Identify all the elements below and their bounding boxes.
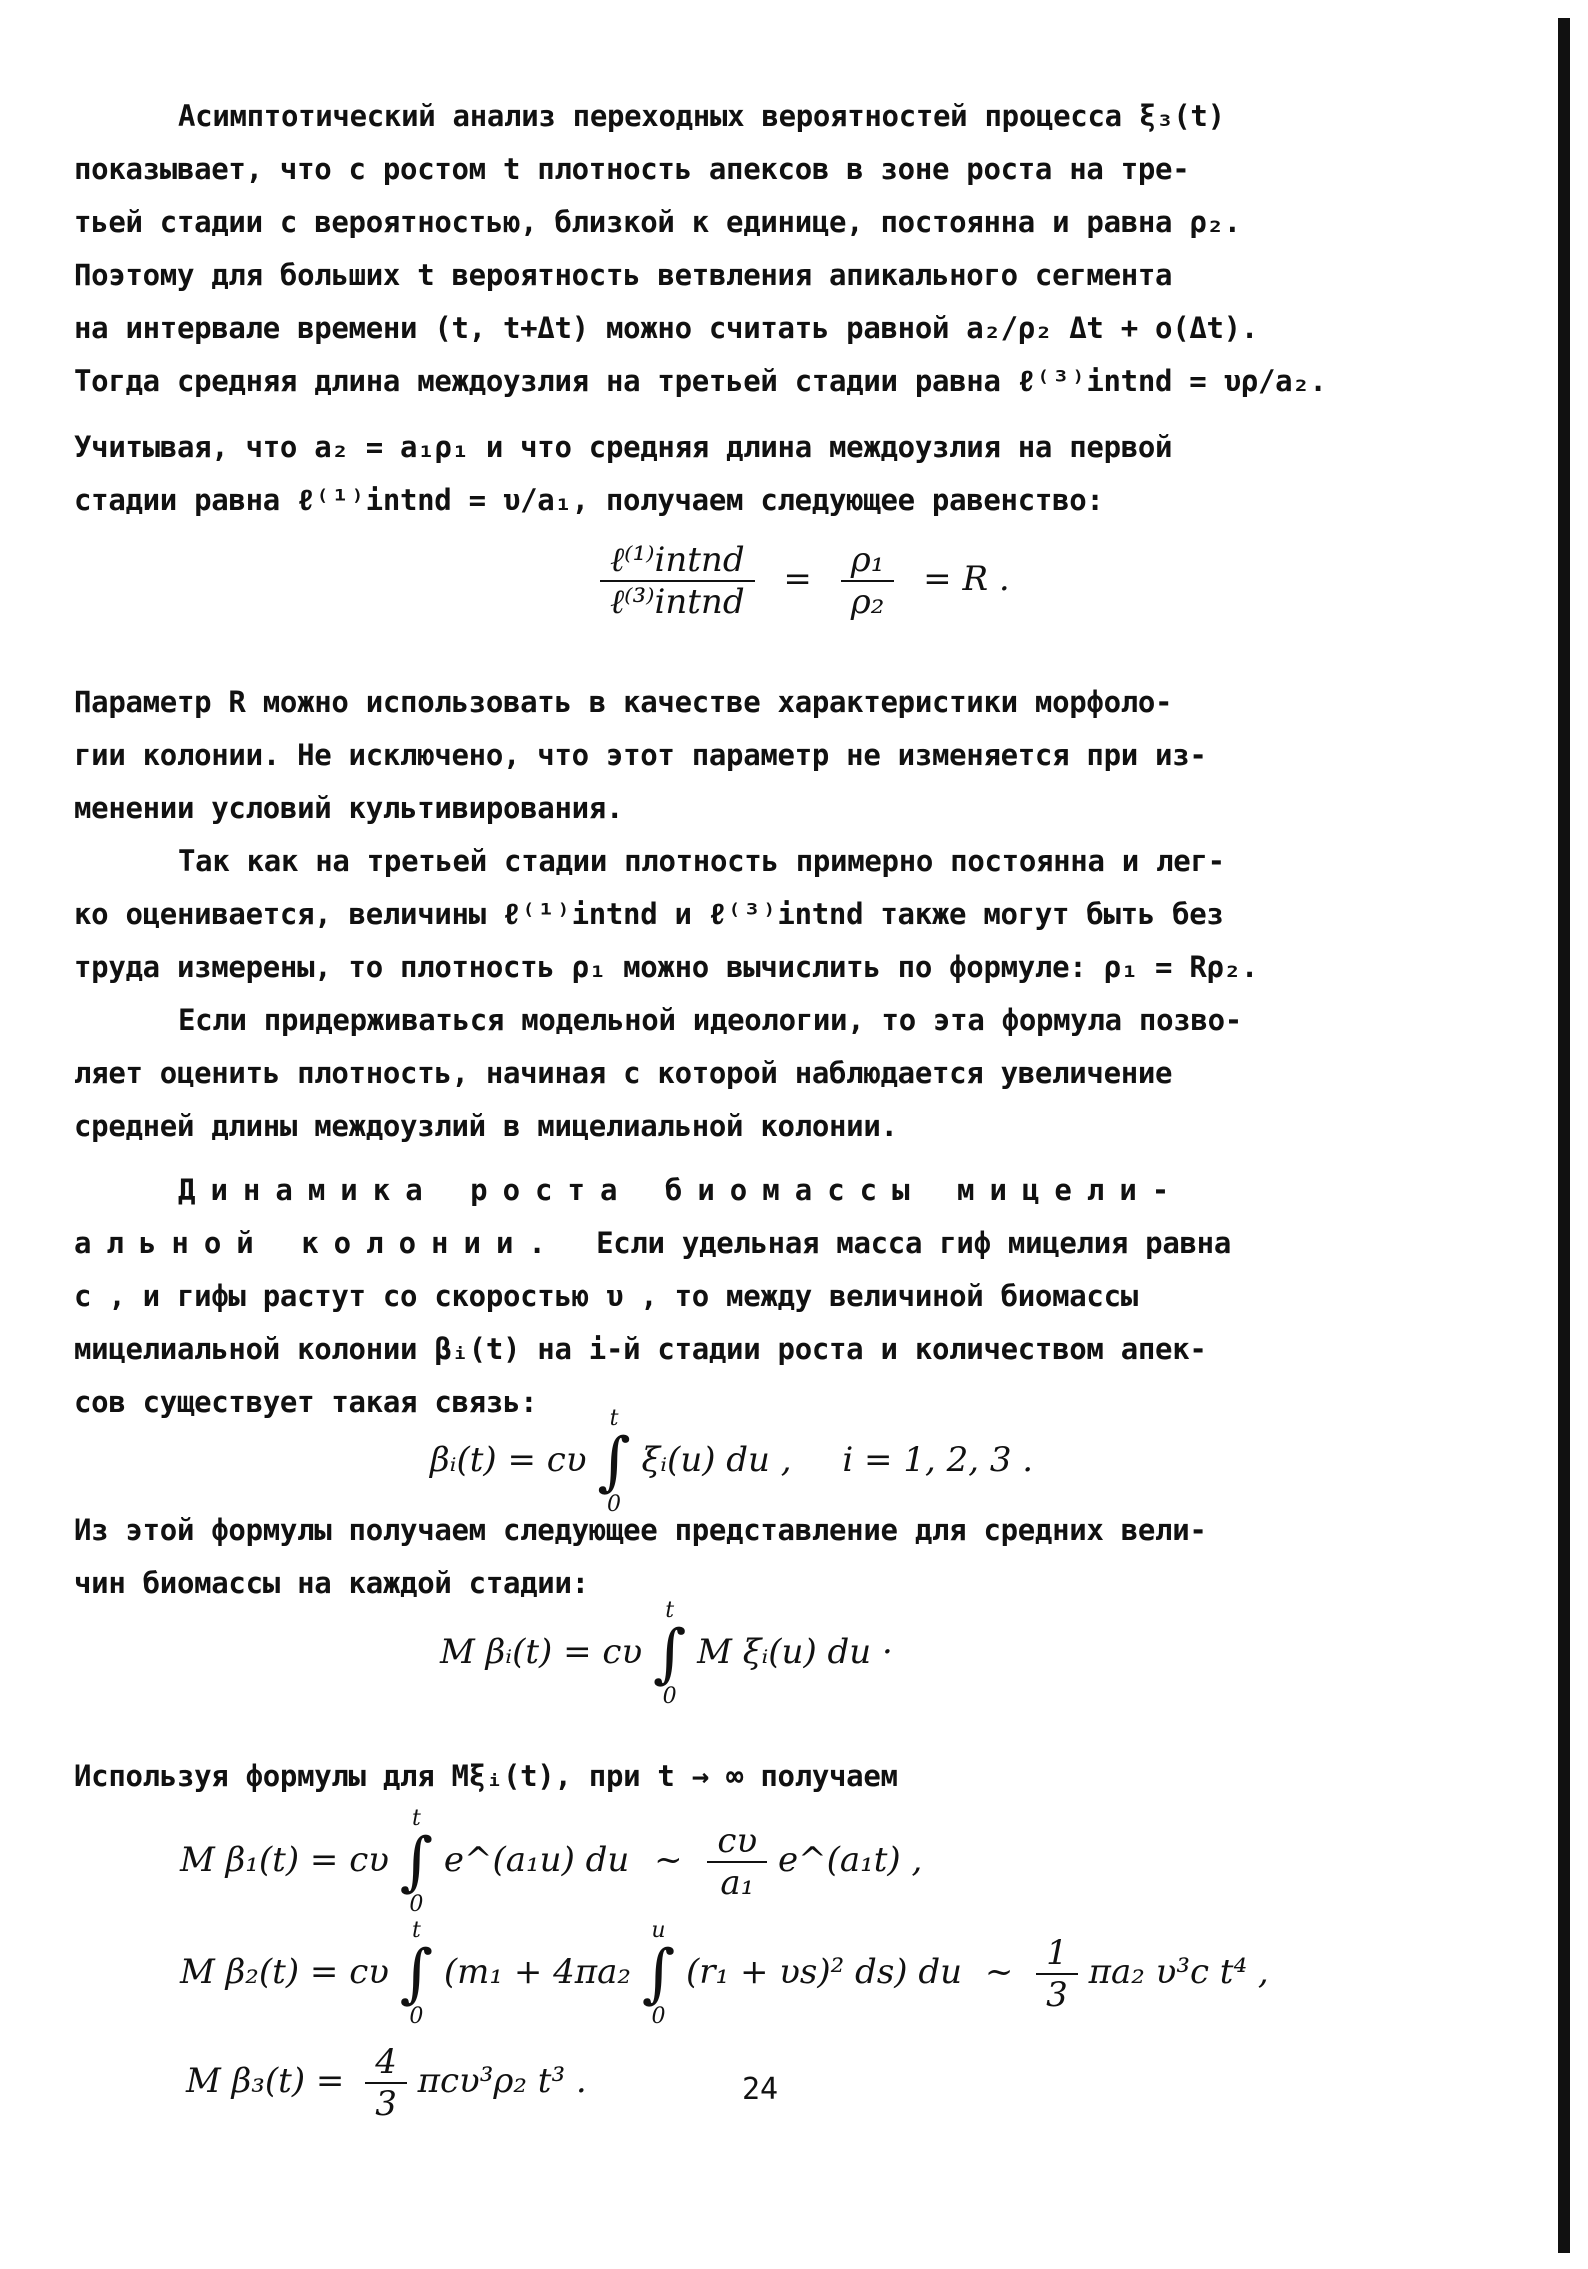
paragraph-line: Если придерживаться модельной идеологии, то эта формула позво-: [178, 1003, 1242, 1037]
integral-upper-limit: t: [665, 1598, 675, 1623]
integral-lower-limit: 0: [409, 2004, 424, 2029]
fraction-denominator: 3: [375, 2084, 397, 2124]
paragraph-line: стадии равна ℓ⁽¹⁾intnd = υ/a₁, получаем следующее равенство:: [74, 483, 1104, 517]
paragraph-line: Поэтому для больших t вероятность ветвления апикального сегмента: [74, 258, 1173, 292]
formula-tail: πa₂ υ³c t⁴ ,: [1088, 1952, 1269, 1992]
paragraph-line: [74, 1219, 1484, 1268]
page-edge-bar: [1558, 18, 1570, 2253]
paragraph-line: средней длины междоузлий в мицелиальной колонии.: [74, 1109, 898, 1143]
formula-lhs: βᵢ(t) = cυ: [430, 1440, 587, 1480]
fraction-denominator: ρ₂: [850, 582, 885, 622]
integral-inner: [642, 1920, 675, 2028]
fraction-numerator: ℓ⁽¹⁾intnd: [600, 540, 755, 582]
fraction-numerator: cυ: [707, 1821, 767, 1863]
integral-sign: ∫: [641, 1937, 676, 2011]
formula-rhs: M ξᵢ(u) du ·: [697, 1632, 893, 1672]
paragraph-line: Тогда средняя длина междоузлия на третьей стадии равна ℓ⁽³⁾intnd = υρ/a₂.: [74, 364, 1327, 398]
integral-sign: ∫: [597, 1425, 631, 1499]
formula-inner: (r₁ + υs)² ds) du: [685, 1952, 963, 1992]
formula-ratio: $\frac{\text{ℓ⁽¹⁾intnd}}{\text{ℓ⁽³⁾intnd}}$ = $\frac{\text{ρ₁}}{\text{ρ₂}}$ = R .: [600, 540, 1010, 622]
formula-lhs: M β₃(t) =: [186, 2061, 345, 2101]
paragraph-line: Асимптотический анализ переходных вероятностей процесса ξ₃(t): [178, 99, 1225, 133]
fraction-numerator: 1: [1036, 1933, 1078, 1975]
paragraph-line: Используя формулы для Mξᵢ(t), при t → ∞ получаем: [74, 1759, 898, 1793]
fraction: [1036, 1933, 1078, 2015]
page-number: 24: [742, 2072, 779, 2107]
formula-m3: [186, 2042, 587, 2124]
formula-beta: [430, 1408, 1033, 1516]
formula-m2: [180, 1920, 1269, 2028]
integral-sign: ∫: [399, 1825, 434, 1899]
section-heading-continued: альной колонии.: [74, 1226, 561, 1260]
fraction-denominator: ℓ⁽³⁾intnd: [610, 582, 745, 622]
paragraph-line: Так как на третьей стадии плотность примерно постоянна и лег-: [178, 844, 1225, 878]
paragraph-line: мицелиальной колонии βᵢ(t) на i-й стадии роста и количеством апек-: [74, 1332, 1207, 1366]
section-heading-line: [74, 1166, 1588, 1215]
fraction-denominator: 3: [1046, 1975, 1068, 2015]
paragraph-line: сов существует такая связь:: [74, 1385, 538, 1419]
formula-tail: πcυ³ρ₂ t³ .: [417, 2061, 587, 2101]
paragraph-line: на интервале времени (t, t+Δt) можно считать равной a₂/ρ₂ Δt + o(Δt).: [74, 311, 1259, 345]
integral-upper-limit: u: [651, 1918, 666, 1943]
formula-mid: (m₁ + 4πa₂: [443, 1952, 632, 1992]
integral-lower-limit: 0: [607, 1492, 621, 1517]
fraction: [600, 540, 755, 622]
paragraph-line: ляет оценить плотность, начиная с которой наблюдается увеличение: [74, 1056, 1173, 1090]
paragraph-line: показывает, что с ростом t плотность апексов в зоне роста на тре-: [74, 152, 1190, 186]
fraction-denominator: a₁: [720, 1863, 755, 1903]
integral-lower-limit: 0: [409, 1892, 424, 1917]
formula-mean: [440, 1600, 893, 1708]
formula-approx: ~: [984, 1952, 1014, 1992]
paragraph-text: Если удельная масса гиф мицелия равна: [596, 1226, 1231, 1260]
integral: [653, 1600, 686, 1708]
paragraph-line: Учитывая, что a₂ = a₁ρ₁ и что средняя длина междоузлия на первой: [74, 430, 1173, 464]
formula-lhs: M β₁(t) = cυ: [180, 1840, 389, 1880]
paragraph-line: чин биомассы на каждой стадии:: [74, 1566, 589, 1600]
integral-sign: ∫: [399, 1937, 434, 2011]
integral-lower-limit: 0: [662, 1684, 677, 1709]
integral-sign: ∫: [652, 1617, 687, 1691]
integral-upper-limit: t: [411, 1806, 421, 1831]
paragraph-line: труда измерены, то плотность ρ₁ можно вычислить по формуле: ρ₁ = Rρ₂.: [74, 950, 1259, 984]
formula-m1: [180, 1808, 922, 1916]
paragraph-line: ко оценивается, величины ℓ⁽¹⁾intnd и ℓ⁽³⁾intnd также могут быть без: [74, 897, 1224, 931]
paragraph-line: гии колонии. Не исключено, что этот параметр не изменяется при из-: [74, 738, 1207, 772]
formula-condition: i = 1, 2, 3 .: [842, 1440, 1034, 1480]
integral: [400, 1920, 433, 2028]
formula-tail: e^(a₁t) ,: [777, 1840, 923, 1880]
integral: [400, 1808, 433, 1916]
paragraph-line: тьей стадии с вероятностью, близкой к единице, постоянна и равна ρ₂.: [74, 205, 1241, 239]
fraction: [365, 2042, 407, 2124]
fraction: [707, 1821, 767, 1903]
section-heading: Динамика роста биомассы мицели-: [178, 1173, 1185, 1207]
integral-lower-limit: 0: [651, 2004, 666, 2029]
integral-upper-limit: t: [411, 1918, 421, 1943]
paragraph-line: менении условий культивирования.: [74, 791, 624, 825]
paragraph-line: Параметр R можно использовать в качестве характеристики морфоло-: [74, 685, 1173, 719]
formula-rhs: ξᵢ(u) du ,: [641, 1440, 792, 1480]
formula-approx: ~: [654, 1840, 683, 1880]
fraction-numerator: 4: [365, 2042, 407, 2084]
integral: [597, 1408, 630, 1516]
formula-lhs: M βᵢ(t) = cυ: [440, 1632, 643, 1672]
fraction-numerator: ρ₁: [841, 540, 895, 582]
fraction: [841, 540, 895, 622]
formula-lhs: M β₂(t) = cυ: [180, 1952, 389, 1992]
formula-tail: = R .: [923, 559, 1010, 599]
formula-integrand: e^(a₁u) du: [443, 1840, 630, 1880]
paragraph-line: c , и гифы растут со скоростью υ , то между величиной биомассы: [74, 1279, 1138, 1313]
integral-upper-limit: t: [609, 1406, 619, 1431]
paragraph-line: Из этой формулы получаем следующее представление для средних вели-: [74, 1513, 1207, 1547]
